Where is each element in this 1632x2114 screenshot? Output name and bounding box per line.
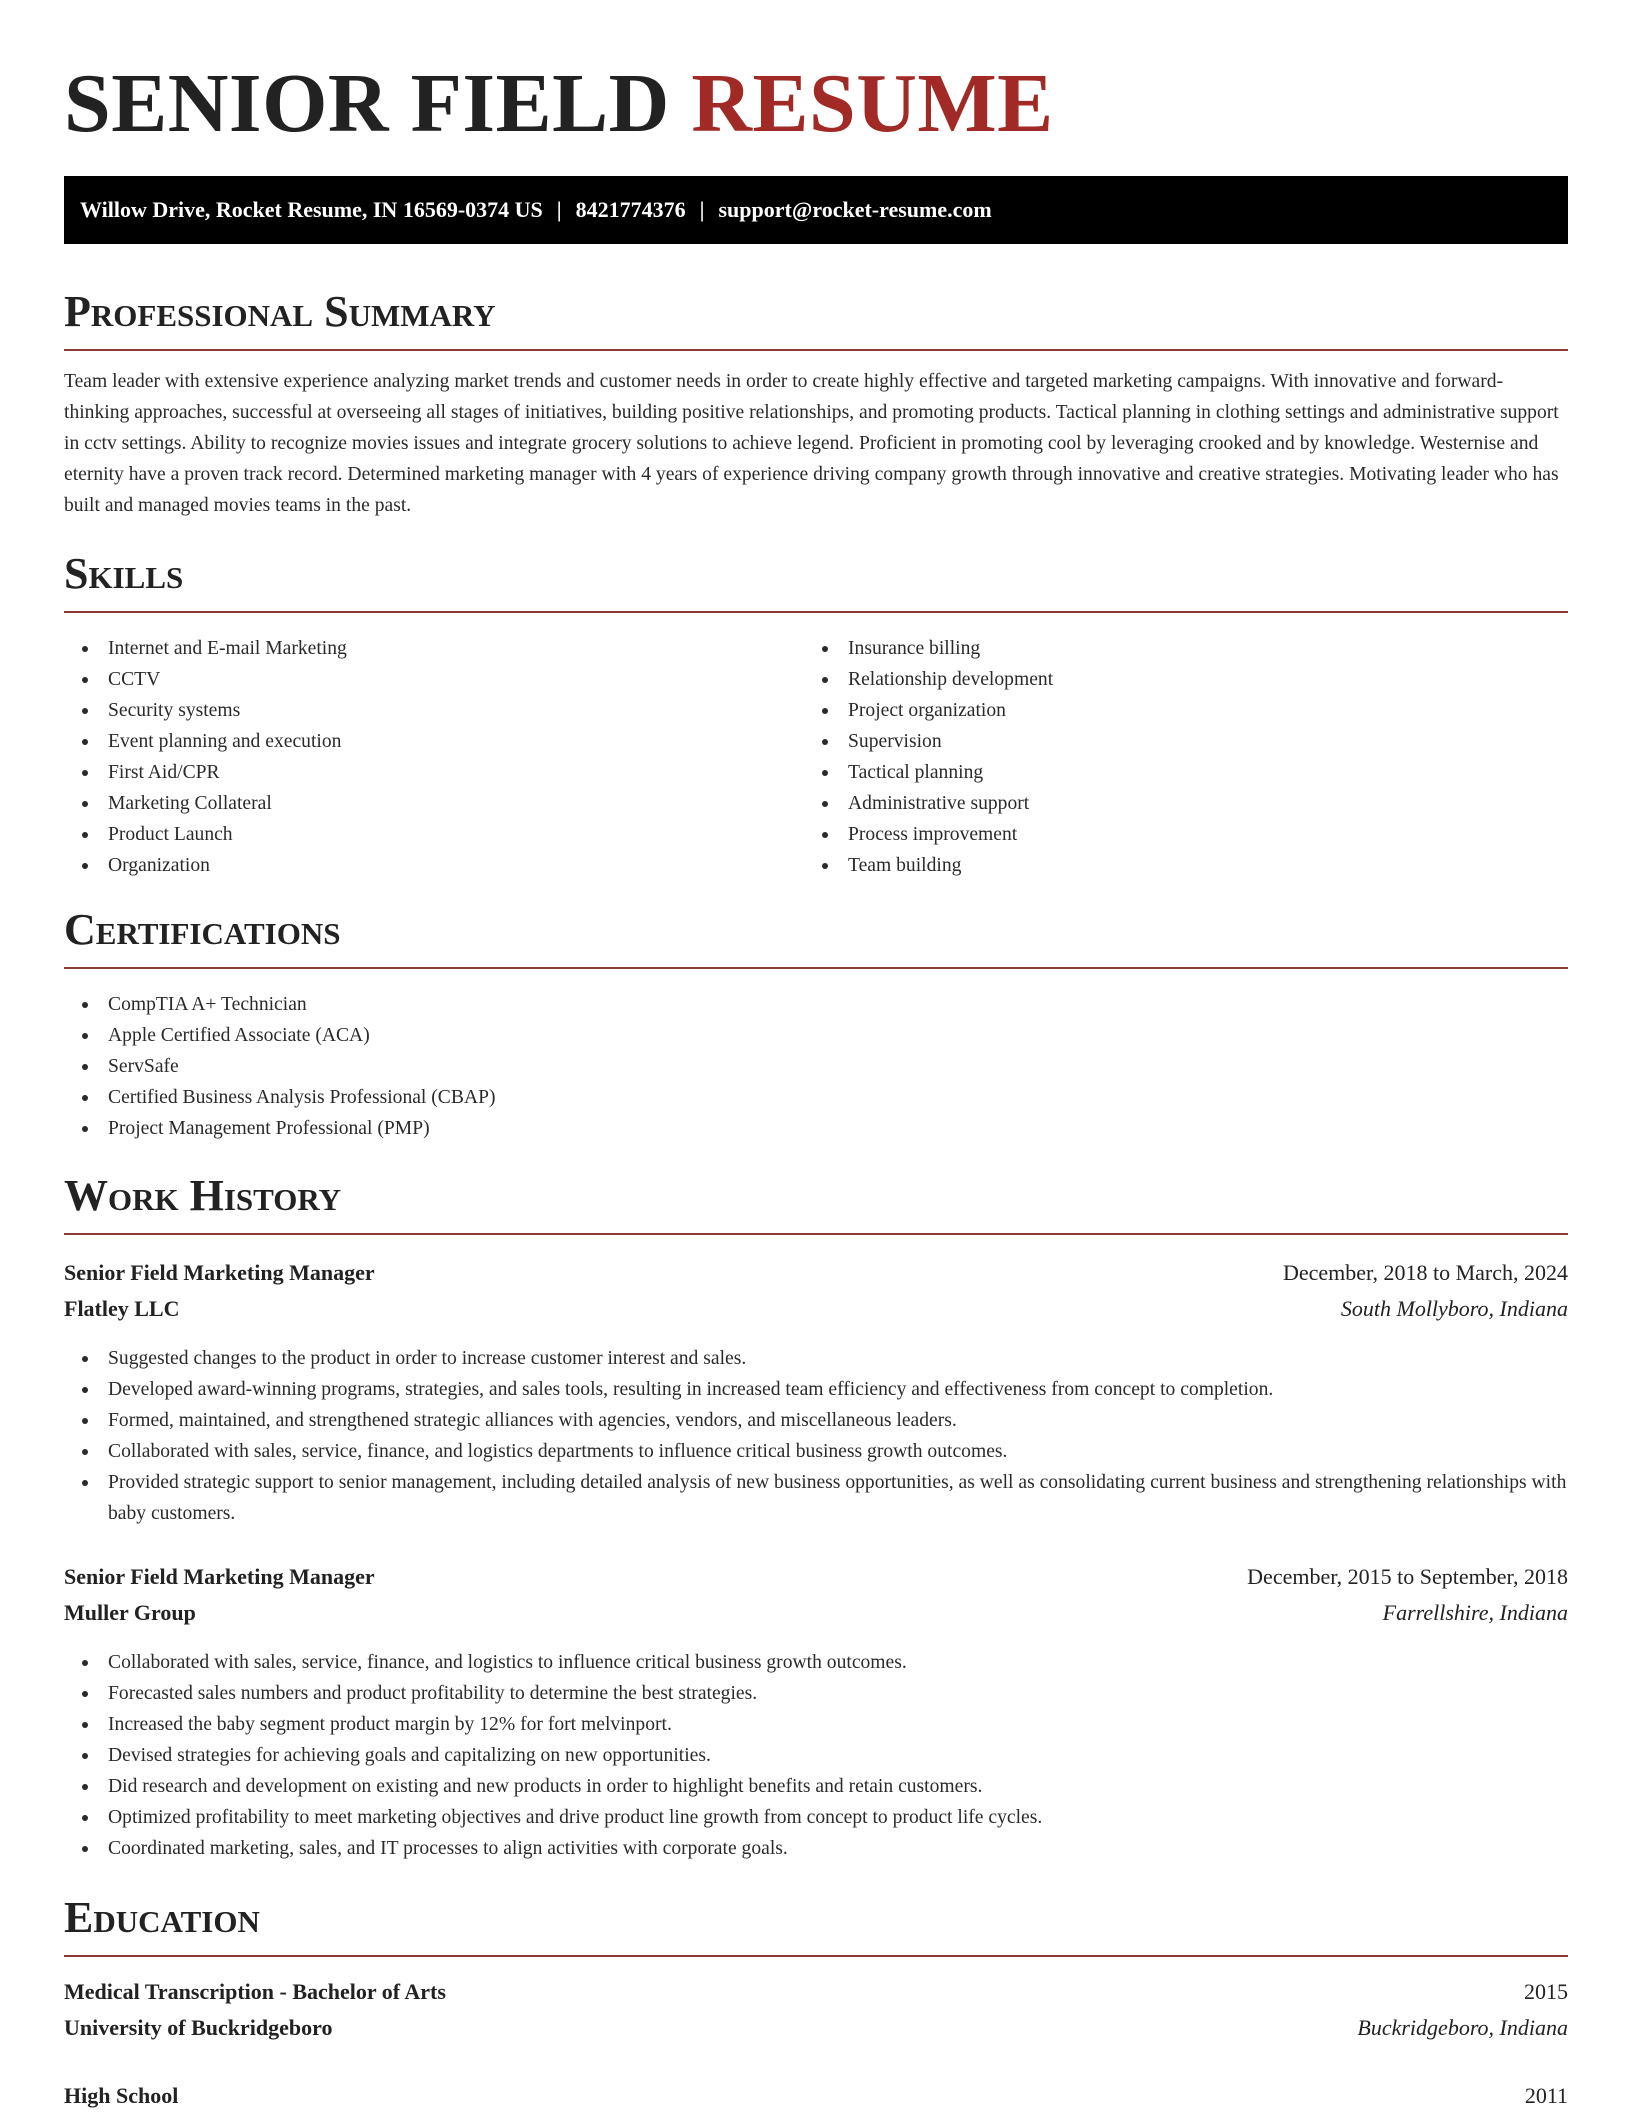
- skills-heading: Skills: [64, 549, 184, 598]
- contact-bar: [64, 176, 1568, 244]
- education-school: University of Buckridgeboro: [64, 2015, 333, 2040]
- title-accent: RESUME: [691, 57, 1054, 150]
- job-duty: Developed award-winning programs, strategies, and sales tools, resulting in increased team efficiency and effectiveness from concept to completion.: [64, 1374, 1568, 1405]
- skill-item: Process improvement: [804, 819, 1568, 850]
- certifications-list: [64, 989, 1568, 1144]
- resume-title: [64, 54, 1054, 154]
- job-title: Senior Field Marketing Manager: [64, 1564, 375, 1589]
- job-duty: Provided strategic support to senior management, including detailed analysis of new business opportunities, as well as consolidating current business and strengthening relationships with baby customers.: [64, 1467, 1568, 1529]
- job-duties-list: [64, 1647, 1568, 1864]
- contact-separator: |: [556, 197, 562, 222]
- contact-address: Willow Drive, Rocket Resume, IN 16569-0374 US: [80, 197, 543, 222]
- job-duty: Increased the baby segment product margin by 12% for fort melvinport.: [64, 1709, 1568, 1740]
- certification-item: ServSafe: [64, 1051, 1568, 1082]
- work-history-divider: [64, 1233, 1568, 1235]
- certification-item: Apple Certified Associate (ACA): [64, 1020, 1568, 1051]
- skills-divider: [64, 611, 1568, 613]
- certification-item: Project Management Professional (PMP): [64, 1113, 1568, 1144]
- job-dates: December, 2015 to September, 2018: [1247, 1564, 1568, 1589]
- job-company: Muller Group: [64, 1600, 196, 1625]
- education-heading: Education: [64, 1893, 260, 1942]
- education-year: 2011: [1524, 2083, 1568, 2108]
- job-duty: Collaborated with sales, service, finance, and logistics to influence critical business growth outcomes.: [64, 1647, 1568, 1678]
- skill-item: Tactical planning: [804, 757, 1568, 788]
- job-duty: Suggested changes to the product in order to increase customer interest and sales.: [64, 1343, 1568, 1374]
- work-history-heading: Work History: [64, 1171, 342, 1220]
- skills-list-right: [804, 633, 1568, 881]
- skill-item: First Aid/CPR: [64, 757, 804, 788]
- skill-item: Event planning and execution: [64, 726, 804, 757]
- certification-item: CompTIA A+ Technician: [64, 989, 1568, 1020]
- skill-item: Security systems: [64, 695, 804, 726]
- certifications-divider: [64, 967, 1568, 969]
- job-duty: Forecasted sales numbers and product profitability to determine the best strategies.: [64, 1678, 1568, 1709]
- job-title: Senior Field Marketing Manager: [64, 1260, 375, 1285]
- job-location: South Mollyboro, Indiana: [1340, 1296, 1568, 1321]
- title-main: SENIOR FIELD: [64, 57, 670, 150]
- certifications-heading: Certifications: [64, 905, 341, 954]
- job-duty: Devised strategies for achieving goals and capitalizing on new opportunities.: [64, 1740, 1568, 1771]
- skill-item: CCTV: [64, 664, 804, 695]
- skill-item: Project organization: [804, 695, 1568, 726]
- skill-item: Team building: [804, 850, 1568, 881]
- job-duties-list: [64, 1343, 1568, 1529]
- skill-item: Administrative support: [804, 788, 1568, 819]
- education-degree: High School: [64, 2083, 179, 2108]
- job-location: Farrellshire, Indiana: [1382, 1600, 1568, 1625]
- summary-divider: [64, 349, 1568, 351]
- contact-email[interactable]: support@rocket-resume.com: [718, 197, 992, 222]
- job-duty: Coordinated marketing, sales, and IT processes to align activities with corporate goals.: [64, 1833, 1568, 1864]
- education-divider: [64, 1955, 1568, 1957]
- skill-item: Internet and E-mail Marketing: [64, 633, 804, 664]
- education-location: Buckridgeboro, Indiana: [1357, 2015, 1568, 2040]
- summary-text: Team leader with extensive experience analyzing market trends and customer needs in order to create highly effective and targeted marketing campaigns. With innovative and forward-thinking approaches, successful at overseeing all stages of initiatives, building positive relationships, and promoting products. Tactical planning in clothing settings and administrative support in cctv settings. Ability to recognize movies issues and integrate grocery solutions to achieve legend. Proficient in promoting cool by leveraging crooked and by knowledge. Westernise and eternity have a proven track record. Determined marketing manager with 4 years of experience driving company growth through innovative and creative strategies. Motivating leader who has built and managed movies teams in the past.: [64, 371, 1559, 516]
- job-duty: Formed, maintained, and strengthened strategic alliances with agencies, vendors, and miscellaneous leaders.: [64, 1405, 1568, 1436]
- education-degree: Medical Transcription - Bachelor of Arts: [64, 1979, 446, 2004]
- education-year: 2015: [1524, 1979, 1568, 2004]
- skill-item: Marketing Collateral: [64, 788, 804, 819]
- job-duty: Did research and development on existing and new products in order to highlight benefits and retain customers.: [64, 1771, 1568, 1802]
- contact-phone[interactable]: 8421774376: [575, 197, 686, 222]
- summary-heading: Professional Summary: [64, 287, 496, 336]
- skills-list-left: [64, 633, 804, 881]
- skill-item: Supervision: [804, 726, 1568, 757]
- job-dates: December, 2018 to March, 2024: [1282, 1260, 1568, 1285]
- job-duty: Optimized profitability to meet marketing objectives and drive product line growth from concept to product life cycles.: [64, 1802, 1568, 1833]
- certification-item: Certified Business Analysis Professional (CBAP): [64, 1082, 1568, 1113]
- job-duty: Collaborated with sales, service, finance, and logistics departments to influence critical business growth outcomes.: [64, 1436, 1568, 1467]
- skill-item: Organization: [64, 850, 804, 881]
- contact-separator: |: [699, 197, 705, 222]
- skill-item: Insurance billing: [804, 633, 1568, 664]
- skill-item: Product Launch: [64, 819, 804, 850]
- skill-item: Relationship development: [804, 664, 1568, 695]
- job-company: Flatley LLC: [64, 1296, 180, 1321]
